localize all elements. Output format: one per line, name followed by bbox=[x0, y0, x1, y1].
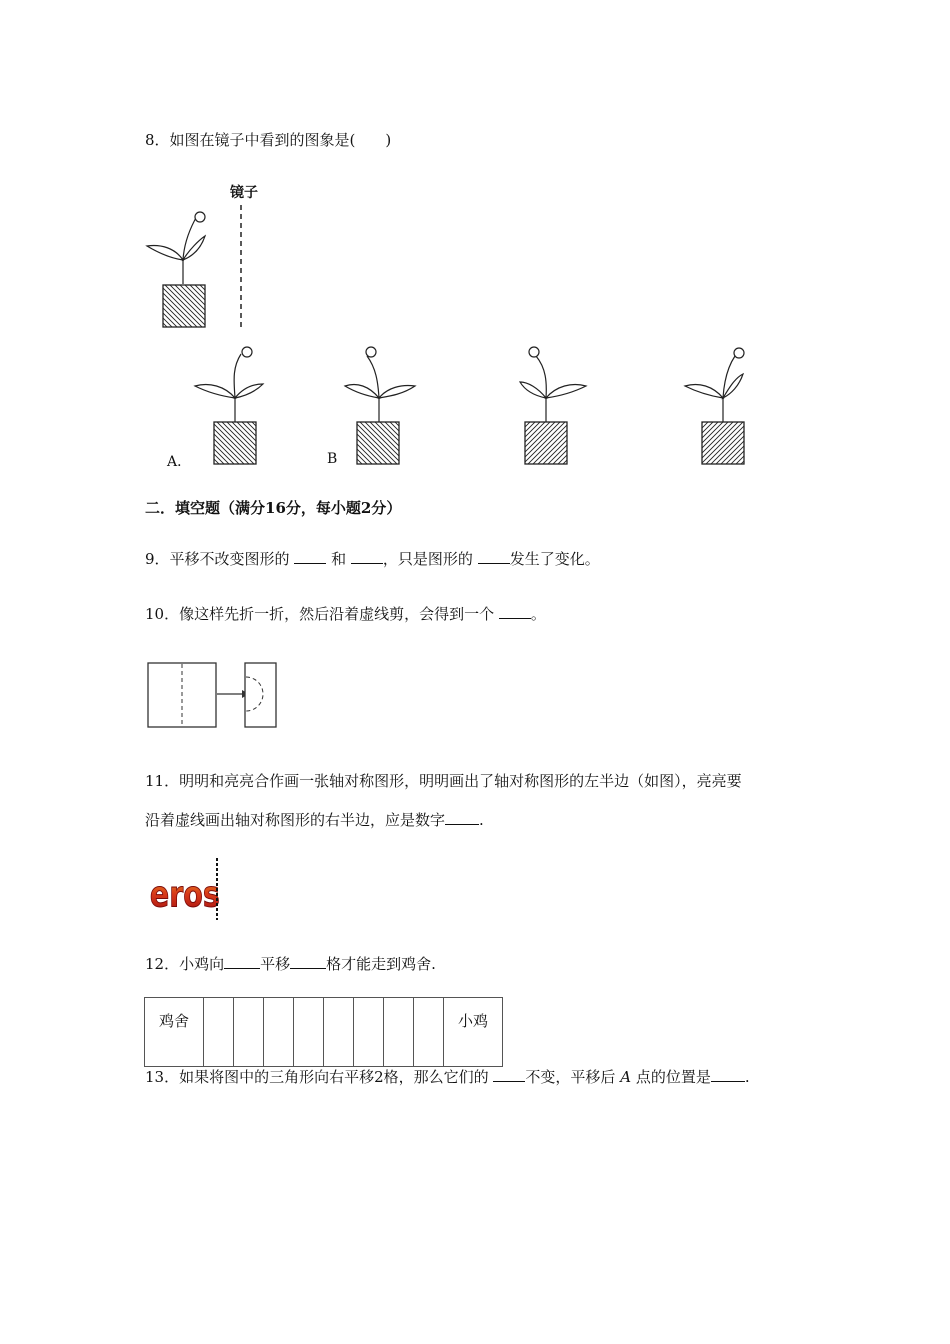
q8-original-figure bbox=[140, 200, 270, 335]
q9-part2: 和 bbox=[331, 550, 347, 568]
q13-part1: 13．如果将图中的三角形向右平移2格，那么它们的 bbox=[145, 1068, 489, 1086]
q12-grid bbox=[144, 997, 503, 1067]
q9-text bbox=[145, 549, 600, 569]
q10-text bbox=[145, 604, 546, 624]
grid-cell bbox=[204, 998, 234, 1067]
original-plant bbox=[147, 212, 205, 284]
grid-cell-chick: 小鸡 bbox=[444, 998, 503, 1067]
q12-part1: 12．小鸡向 bbox=[145, 955, 225, 973]
grid-cell-henhouse: 鸡舍 bbox=[145, 998, 204, 1067]
q13-text bbox=[145, 1067, 750, 1087]
option-b-label[interactable]: B bbox=[327, 451, 338, 467]
q11-line2-text: 沿着虚线画出轴对称图形的右半边，应是数字 bbox=[145, 811, 446, 829]
q9-blank2[interactable] bbox=[351, 549, 383, 564]
q11-line1: 11．明明和亮亮合作画一张轴对称图形，明明画出了轴对称图形的左半边（如图），亮亮要 bbox=[145, 772, 742, 790]
option-d-figure[interactable] bbox=[680, 345, 770, 467]
q13-blank2[interactable] bbox=[711, 1067, 745, 1082]
original-pot bbox=[163, 285, 205, 327]
mirror-label: 镜子 bbox=[230, 185, 258, 201]
grid-cell bbox=[264, 998, 294, 1067]
option-a-label[interactable]: A． bbox=[167, 454, 192, 470]
q9-part3: ，只是图形的 bbox=[382, 550, 473, 568]
grid-cell bbox=[294, 998, 324, 1067]
q10-part2: 。 bbox=[530, 605, 546, 623]
q9-blank3[interactable] bbox=[478, 549, 510, 564]
q12-text bbox=[145, 954, 436, 974]
q9-part4: 发生了变化。 bbox=[509, 550, 600, 568]
q10-part1: 10．像这样先折一折，然后沿着虚线剪，会得到一个 bbox=[145, 605, 495, 623]
q11-line2 bbox=[145, 810, 484, 830]
grid-cell bbox=[414, 998, 444, 1067]
q10-fold-figure bbox=[145, 660, 285, 732]
q13-end: . bbox=[744, 1068, 750, 1086]
q12-part3: 格才能走到鸡舍. bbox=[326, 955, 436, 973]
q8-text: 8．如图在镜子中看到的图象是( ) bbox=[145, 131, 392, 149]
grid-cell bbox=[324, 998, 354, 1067]
q11-blank[interactable] bbox=[445, 810, 479, 825]
q13-point-a: A bbox=[620, 1068, 632, 1086]
q11-end: . bbox=[479, 811, 484, 829]
q12-part2: 平移 bbox=[260, 955, 291, 973]
q12-grid-row bbox=[145, 998, 503, 1067]
grid-cell bbox=[234, 998, 264, 1067]
section-title: 二．填空题（满分16分，每小题2分） bbox=[145, 499, 402, 517]
q11-figure-text: eros bbox=[149, 873, 220, 916]
q12-blank1[interactable] bbox=[224, 954, 260, 969]
option-a-figure[interactable] bbox=[190, 345, 280, 467]
q12-blank2[interactable] bbox=[290, 954, 326, 969]
q11-figure bbox=[148, 856, 224, 922]
q13-part2: 不变，平移后 bbox=[525, 1068, 616, 1086]
grid-cell bbox=[354, 998, 384, 1067]
q9-blank1[interactable] bbox=[294, 549, 326, 564]
q9-part1: 9．平移不改变图形的 bbox=[145, 550, 290, 568]
q13-blank1[interactable] bbox=[493, 1067, 525, 1082]
q13-part4: 点的位置是 bbox=[635, 1068, 711, 1086]
option-b-figure[interactable] bbox=[333, 345, 423, 467]
option-c-figure[interactable] bbox=[502, 345, 592, 467]
q10-blank[interactable] bbox=[499, 604, 531, 619]
grid-cell bbox=[384, 998, 414, 1067]
